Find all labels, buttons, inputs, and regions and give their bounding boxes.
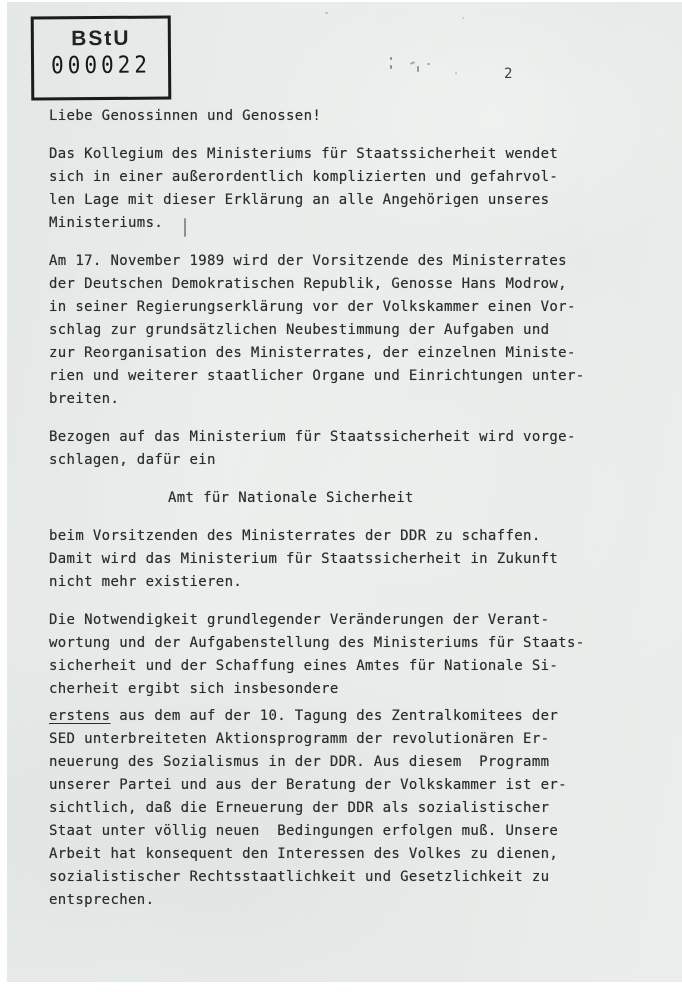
- text-line: Staat unter völlig neuen Bedingungen erfolgen muß. Unsere: [49, 823, 559, 839]
- text-line: Ministeriums.: [49, 215, 164, 231]
- scan-speck: [427, 63, 430, 65]
- scan-speck: [455, 72, 457, 74]
- paragraph-bezogen: [49, 426, 634, 472]
- text-line: wortung und der Aufgabenstellung des Ministeriums für Staats-: [49, 635, 585, 651]
- scan-speck: [417, 66, 419, 72]
- text-line: entsprechen.: [49, 892, 155, 908]
- text-line: Damit wird das Ministerium für Staatssicherheit in Zukunft: [49, 551, 559, 567]
- heading-amt-fuer-nationale-sicherheit: [49, 487, 634, 510]
- scan-speck: [410, 61, 415, 65]
- scanned-page: [7, 2, 682, 982]
- text-line: Die Notwendigkeit grundlegender Veränderungen der Verant-: [49, 612, 550, 628]
- text-line: schlagen, dafür ein: [49, 452, 216, 468]
- text-line: len Lage mit dieser Erklärung an alle Angehörigen unseres: [49, 192, 550, 208]
- paragraph-modrow-proposal: [49, 250, 634, 411]
- paragraph-notwendigkeit: [49, 609, 634, 701]
- text-line: sich in einer außerordentlich komplizierten und gefahrvol-: [49, 169, 559, 185]
- scan-speck: [325, 12, 328, 14]
- salutation: [49, 105, 634, 128]
- text-line: Das Kollegium des Ministeriums für Staatssicherheit wendet: [49, 146, 559, 162]
- text-line: nicht mehr existieren.: [49, 574, 243, 590]
- paragraph-beim-vorsitzenden: [49, 525, 634, 594]
- text-line: neuerung des Sozialismus in der DDR. Aus diesem Programm: [49, 754, 550, 770]
- paragraph-declaration: [49, 143, 634, 235]
- text-line: SED unterbreiteten Aktionsprogramm der revolutionären Er-: [49, 731, 550, 747]
- heading-line: Amt für Nationale Sicherheit: [168, 490, 414, 506]
- text-line: rien und weiterer staatlicher Organe und Einrichtungen unter-: [49, 368, 585, 384]
- text-line: der Deutschen Demokratischen Republik, Genosse Hans Modrow,: [49, 276, 567, 292]
- text-line: Bezogen auf das Ministerium für Staatssicherheit wird vorge-: [49, 429, 576, 445]
- bstu-archive-stamp: [31, 16, 172, 101]
- text-line: cherheit ergibt sich insbesondere: [49, 681, 339, 697]
- text-line: [49, 705, 634, 728]
- stamp-serial-number: 000022: [51, 51, 152, 79]
- scan-speck: [390, 65, 392, 69]
- text-line: sicherheit und der Schaffung eines Amtes für Nationale Si-: [49, 658, 559, 674]
- paragraph-erstens: [49, 705, 634, 912]
- text-line: Arbeit hat konsequent den Interessen des Volkes zu dienen,: [49, 846, 559, 862]
- text-line: schlag zur grundsätzlichen Neubestimmung der Aufgaben und: [49, 322, 550, 338]
- document-text: [49, 105, 634, 912]
- text-line: breiten.: [49, 391, 120, 407]
- paragraph-erstens-remaining-lines: [49, 728, 634, 912]
- stamp-agency-label: BStU: [71, 26, 131, 51]
- text-line: beim Vorsitzenden des Ministerrates der DDR zu schaffen.: [49, 528, 541, 544]
- text-line: sozialistischer Rechtsstaatlichkeit und Gesetzlichkeit zu: [49, 869, 550, 885]
- text-line-rest: aus dem auf der 10. Tagung des Zentralkomitees der: [110, 708, 559, 724]
- text-line: sichtlich, daß die Erneuerung der DDR als sozialistischer: [49, 800, 550, 816]
- scan-speck: [462, 17, 464, 19]
- scan-speck: [390, 57, 392, 60]
- text-line: Liebe Genossinnen und Genossen!: [49, 108, 322, 124]
- underlined-word: erstens: [49, 708, 111, 724]
- page-number: 2: [504, 66, 513, 82]
- text-line: zur Reorganisation des Ministerrates, der einzelnen Ministe-: [49, 345, 576, 361]
- text-line: in seiner Regierungserklärung vor der Volkskammer einen Vor-: [49, 299, 576, 315]
- text-line: Am 17. November 1989 wird der Vorsitzende des Ministerrates: [49, 253, 567, 269]
- text-line: unserer Partei und aus der Beratung der Volkskammer ist er-: [49, 777, 567, 793]
